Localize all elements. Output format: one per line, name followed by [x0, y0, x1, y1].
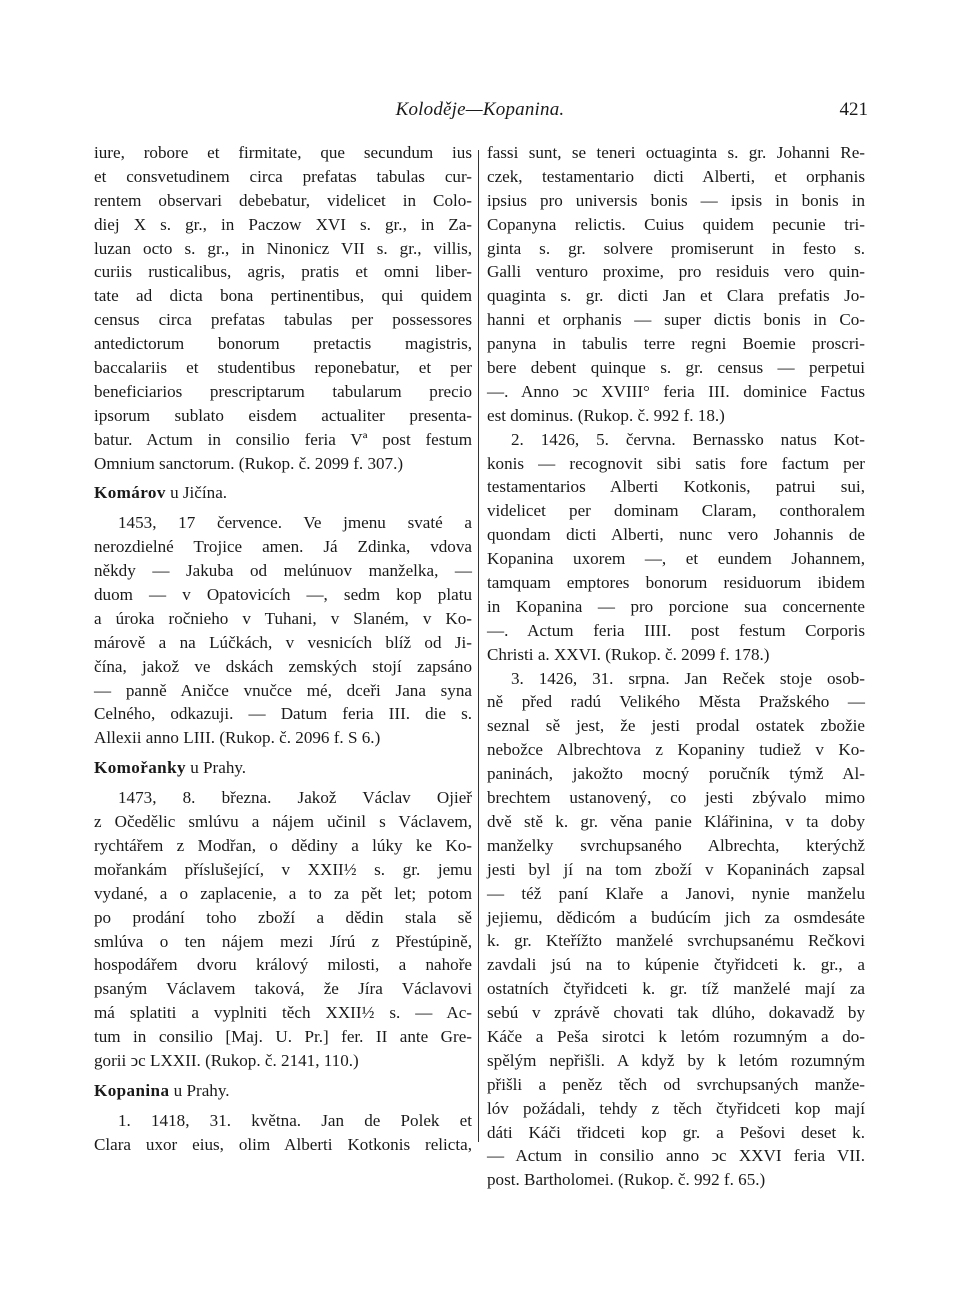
text-line: smlúva o ten nájem mezi Jírú z Přestúpině,: [94, 931, 472, 951]
text-line: po prodání toho zboží a dědin stala sě: [94, 907, 472, 927]
text-line: 2. 1426, 5. června. Bernassko natus Kot-: [511, 429, 865, 449]
text-line: quondam dicti Alberti, nunc vero Johannis de: [487, 525, 865, 545]
column-divider: [478, 150, 479, 1142]
entry-heading-komoranky: [94, 756, 472, 780]
text-line: 1473, 8. března. Jakož Václav Ojieř: [118, 788, 472, 808]
text-line: czek, testamentario dicti Alberti, et orphanis: [487, 166, 865, 186]
paragraph-kopanina-1: [94, 1109, 472, 1157]
text-line: hanni et orphanis — super dictis bonis in Co-: [487, 310, 865, 330]
text-line: nerozdielné Trojice amen. Já Zdinka, vdova: [94, 537, 472, 557]
text-line: Copanyna relictis. Cuius quidem pecunie tri-: [487, 214, 865, 234]
text-line: ginta s. gr. solvere promiserunt in festo s.: [487, 238, 865, 258]
text-line: psaným Václavem taková, že Jíra Václavovi: [94, 979, 472, 999]
text-line: z Očedělic smlúvu a nájem učinil s Václavem,: [94, 812, 472, 832]
running-head: [0, 99, 960, 125]
text-line: Omnium sanctorum. (Rukop. č. 2099 f. 307.): [94, 453, 404, 473]
text-line: luzan octo s. gr., in Ninonicz VII s. gr., villis,: [94, 238, 472, 258]
text-line: zavdali jsú na to kúpenie čtyřidceti k. gr., a: [487, 955, 865, 975]
text-line: diej X s. gr., in Paczow XVI s. gr., in Za-: [94, 214, 472, 234]
text-line: ipsius pro universis bonis — ipsis in bonis in: [487, 190, 865, 210]
text-line: et consvetudinem circa prefatas tabulas cur-: [94, 166, 472, 186]
text-line: manželky svrchupsaného Albrechta, kterýchž: [487, 835, 865, 855]
text-line: rentem observari debebatur, videlicet in Colo-: [94, 190, 472, 210]
text-line: duom — v Opatovicích —, sedm kop platu: [94, 585, 472, 605]
paragraph-komarov: [94, 511, 472, 750]
paragraph-komoranky: [94, 786, 472, 1073]
text-line: 1453, 17 července. Ve jmenu svaté a: [118, 513, 472, 533]
paragraph-kopanina-1-cont: [487, 141, 865, 428]
text-line: ostatních čtyřidceti k. gr. tíž manželé mají za: [487, 979, 865, 999]
text-line: rychtářem z Modřan, o dědiny a lúky ke Ko-: [94, 835, 472, 855]
text-line: dvě stě k. gr. věna panie Klářinina, v ta doby: [487, 811, 865, 831]
text-line: curiis rusticalibus, agris, pratis et omni liber-: [94, 262, 472, 282]
text-line: iure, robore et firmitate, que secundum ius: [94, 143, 472, 162]
text-line: bere debent quinque s. gr. census — perpetui: [487, 358, 865, 378]
text-line: panyna in tabulis terre regni Boemie proscri-: [487, 334, 865, 354]
place-name: Komořanky: [94, 758, 186, 778]
text-line: brechtem ustanovený, co jesti zbývalo mimo: [487, 788, 865, 808]
text-line: sebú v zprávě chovati tak dlúho, dokavadž by: [487, 1003, 865, 1023]
text-line: baccalariis et studentibus reponebatur, et per: [94, 358, 472, 378]
text-line: hospodářem dvoru králový milosti, a nahoře: [94, 955, 472, 975]
text-line: někdy — Jakuba od melúnuov manželka, —: [94, 561, 472, 581]
text-line: vydané, a o zaplacenie, a to za pět let; potom: [94, 883, 472, 903]
text-line: tamquam emptores bonorum residuorum ibidem: [487, 573, 865, 593]
left-column: [94, 141, 472, 1157]
right-column: [487, 141, 865, 1192]
text-line: má splatiti a vyplniti těch XXII½ s. — Ac-: [94, 1003, 472, 1023]
paragraph-kopanina-2: [487, 428, 865, 667]
text-line: čína, jakož ve dskách zemských stojí zapsáno: [94, 656, 472, 676]
text-line: k. gr. Kteřížto manželé svrchupsanému Rečkovi: [487, 931, 865, 951]
text-line: seznal sě jest, že jesti prodal ostatek zbožie: [487, 716, 865, 736]
text-line: —. Anno ↄc XVIII° feria III. dominice Factus: [487, 381, 865, 401]
text-line: post. Bartholomei. (Rukop. č. 992 f. 65.): [487, 1170, 766, 1190]
place-location: u Prahy.: [169, 1080, 230, 1100]
place-name: Komárov: [94, 483, 166, 503]
text-line: tum in consilio [Maj. U. Pr.] fer. II ante Gre-: [94, 1027, 472, 1047]
entry-heading-komarov: [94, 481, 472, 505]
running-title: Koloděje—Kopanina.: [395, 99, 565, 120]
text-line: antedictorum bonorum pretactis magistris,: [94, 334, 472, 354]
text-line: videlicet per dominam Claram, conthoralem: [487, 501, 865, 521]
text-line: fassi sunt, se teneri octuaginta s. gr. Johanni Re-: [487, 143, 865, 162]
text-line: in Kopanina — pro porcione sua concernente: [487, 596, 865, 616]
text-line: est dominus. (Rukop. č. 992 f. 18.): [487, 405, 725, 425]
text-line: Galli venturo proxime, pro residuis vero quin-: [487, 262, 865, 282]
page-number: 421: [839, 99, 868, 120]
paragraph-kopanina-3: [487, 667, 865, 1193]
text-line: census circa prefatas tabulas per possessores: [94, 310, 472, 330]
text-line: quaginta s. gr. dicti Jan et Clara prefatis Jo-: [487, 286, 865, 306]
text-line: konis — recognovit sibi satis fore factum per: [487, 453, 865, 473]
text-line: jesti byl jí na tom zboží v Kopaninách zapsal: [487, 859, 865, 879]
text-line: tate ad dicta bona pertinentibus, qui quidem: [94, 286, 472, 306]
text-line: Celného, odkazuji. — Datum feria III. die s.: [94, 704, 472, 724]
text-line: lóv požádali, tehdy z těch čtyřidceti kop mají: [487, 1098, 865, 1118]
entry-heading-kopanina: [94, 1079, 472, 1103]
place-location: u Prahy.: [185, 758, 247, 778]
text-line: Christi a. XXVI. (Rukop. č. 2099 f. 178.): [487, 644, 770, 664]
text-line: dáti Káči třidceti kop gr. a Pešovi deset k.: [487, 1122, 865, 1142]
text-line: mořankám příslušející, v XXII½ s. gr. jemu: [94, 859, 472, 879]
text-line: Clara uxor eius, olim Alberti Kotkonis relicta,: [94, 1134, 472, 1154]
place-name: Kopanina: [94, 1080, 170, 1100]
text-line: jejiemu, dědicóm a budúcím jich za osmdesáte: [487, 907, 865, 927]
text-line: přišli a peněz těch od svrchupsaných manže-: [487, 1074, 865, 1094]
text-line: gorii ↄc LXXII. (Rukop. č. 2141, 110.): [94, 1050, 359, 1070]
text-line: Káče a Peša sirotci k letóm rozumným a do-: [487, 1026, 865, 1046]
paragraph-continuation: [94, 141, 472, 475]
text-line: testamentarios Alberti Kotkonis, patrui sui,: [487, 477, 865, 497]
text-line: márově a na Lúčkách, v vesnicích blíž od Ji-: [94, 632, 472, 652]
text-line: paninách, jakožto mocný poručník týmž Al-: [487, 764, 865, 784]
text-line: Kopanina uxorem —, et eundem Johannem,: [487, 549, 865, 569]
text-line: — též paní Klaře a Janovi, nynie manželu: [487, 883, 865, 903]
text-line: batur. Actum in consilio feria Vª post festum: [94, 429, 472, 449]
text-line: spělým nepřišli. A když by k letóm rozumným: [487, 1050, 865, 1070]
text-line: a úroka ročnieho v Tuhani, v Slaném, v Ko-: [94, 608, 472, 628]
text-line: Allexii anno LIII. (Rukop. č. 2096 f. S 6.): [94, 728, 381, 748]
text-line: ně před radú Velikého Města Pražského —: [487, 692, 865, 712]
text-line: —. Actum feria IIII. post festum Corporis: [487, 620, 865, 640]
place-location: u Jičína.: [165, 483, 228, 503]
text-line: nebožce Albrechtova z Kopaniny tudiež v Ko-: [487, 740, 865, 760]
text-line: — panně Aničce vnučce mé, dceři Jana syna: [94, 680, 472, 700]
text-line: beneficiarios prescriptarum tabularum precio: [94, 381, 472, 401]
text-line: 1. 1418, 31. května. Jan de Polek et: [118, 1110, 472, 1130]
text-line: ipsorum sublato eisdem actualiter presenta-: [94, 405, 472, 425]
text-line: 3. 1426, 31. srpna. Jan Reček stoje osob-: [511, 668, 865, 688]
text-line: — Actum in consilio anno ↄc XXVI feria VII.: [487, 1146, 865, 1166]
